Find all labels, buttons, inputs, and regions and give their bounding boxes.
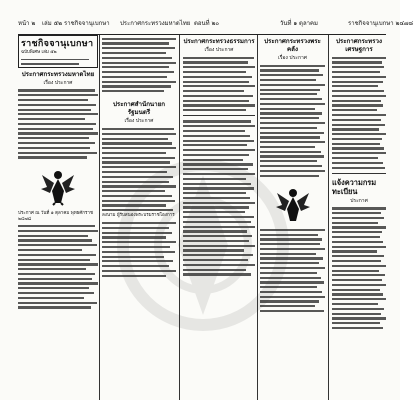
column-divider: [179, 35, 180, 400]
column-3-subheading: เรื่อง ประกาศ: [204, 47, 234, 53]
column-1-note: ประกาศ ณ วันที่ ๑ ตุลาคม พุทธศักราช ๒๔๗๘: [18, 210, 93, 222]
column-2-heading: ประกาศสำนักนายกรัฐมนตรี: [112, 101, 166, 117]
column-5-subheading: ประกาศ: [350, 197, 368, 204]
columns: [18, 35, 386, 400]
column-2: [102, 35, 176, 400]
date-label: วันที่ ๑ ตุลาคม: [280, 20, 318, 27]
column-divider: [257, 35, 258, 400]
part-label: ตอนที่ ๒๐: [194, 20, 220, 27]
column-4-subheading: เรื่อง ประกาศ: [278, 55, 307, 61]
garuda-emblem-icon: [274, 183, 312, 223]
column-1-subheading: เรื่อง ประกาศ: [43, 79, 73, 86]
column-3: [183, 35, 255, 400]
page-number: หน้า ๒: [18, 20, 36, 27]
column-5: [332, 35, 386, 400]
column-2-subheading: เรื่อง ประกาศ: [124, 118, 154, 125]
column-4: [260, 35, 325, 400]
running-header: [18, 18, 413, 35]
masthead: [18, 35, 98, 68]
masthead-subtitle: ฉบับพิเศษ เล่ม ๕๒: [21, 50, 57, 55]
book-label: เล่ม ๕๒ ราชกิจจานุเบกษา: [42, 20, 110, 27]
column-divider: [328, 35, 329, 400]
column-5-big-heading: แจ้งความกรมทะเบียน: [332, 177, 377, 196]
gazette-label: ราชกิจจานุเบกษา ๒๔๗๘: [348, 20, 413, 27]
section-label: ประกาศกระทรวงมหาดไทย: [120, 20, 191, 27]
column-1-heading: ประกาศกระทรวงมหาดไทย: [21, 70, 95, 78]
column-5-heading: ประกาศกระทรวงเศรษฐการ: [335, 38, 382, 53]
garuda-emblem-icon: [39, 165, 77, 205]
column-2-note: ลงนาม ผู้รับสนองพระบรมราชโองการ: [102, 213, 175, 219]
column-4-heading: ประกาศกระทรวงพระคลัง: [264, 38, 321, 53]
column-3-heading: ประกาศกระทรวงธรรมการ: [183, 38, 255, 45]
masthead-title: ราชกิจจานุเบกษา: [21, 39, 94, 49]
column-1: [18, 35, 98, 400]
column-divider: [99, 35, 100, 400]
